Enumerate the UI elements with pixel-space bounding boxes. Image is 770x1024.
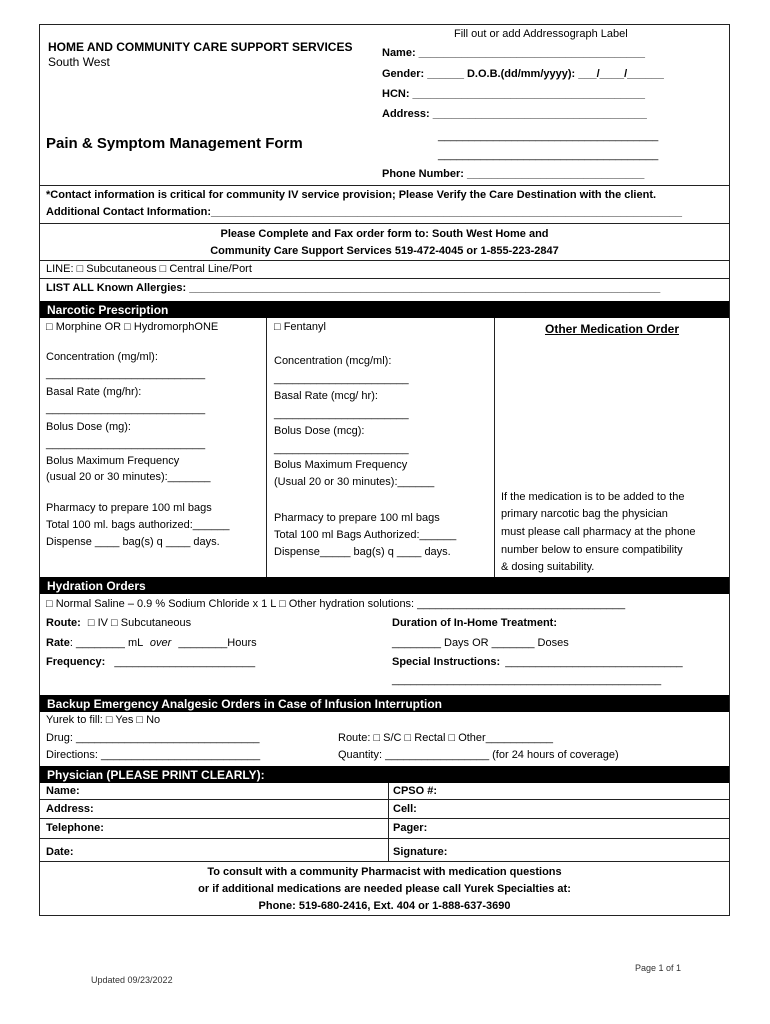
consult-line-2: or if additional medications are needed please call Yurek Specialties at:	[198, 883, 571, 895]
morphine-pharmacy-note: Pharmacy to prepare 100 ml bags	[46, 502, 212, 514]
backup-section-header: Backup Emergency Analgesic Orders in Case of Infusion Interruption	[40, 695, 729, 712]
divider	[40, 838, 729, 839]
other-medication-note-5: & dosing suitability.	[501, 561, 595, 573]
morphine-bolus-input[interactable]: __________________________	[46, 438, 206, 450]
column-divider	[388, 783, 389, 861]
rate-label: Rate	[46, 637, 70, 649]
rate-input[interactable]: : ________ mL	[69, 637, 143, 649]
morphine-concentration-label: Concentration (mg/ml):	[46, 351, 158, 363]
route-options[interactable]: □ IV □ Subcutaneous	[87, 617, 192, 629]
patient-name-field[interactable]: Name: _____________________________________	[382, 47, 646, 59]
updated-date: Updated 09/23/2022	[91, 975, 173, 985]
allergies-field[interactable]: LIST ALL Known Allergies: _____________________________________________________________________________	[46, 282, 661, 294]
route-label: Route:	[46, 617, 81, 629]
hydration-solution-options[interactable]: □ Normal Saline – 0.9 % Sodium Chloride x 1 L □ Other hydration solutions: __________________________________	[46, 598, 626, 610]
fentanyl-bolus-frequency-label: Bolus Maximum Frequency	[274, 459, 408, 471]
morphine-concentration-input[interactable]: __________________________	[46, 368, 206, 380]
backup-drug-input[interactable]: Drug: ______________________________	[46, 732, 260, 744]
patient-hcn-field[interactable]: HCN: ______________________________________	[382, 88, 646, 100]
fentanyl-checkbox[interactable]: □ Fentanyl	[274, 321, 326, 333]
yurek-fill-options[interactable]: Yurek to fill: □ Yes □ No	[46, 714, 161, 726]
narcotic-section-header: Narcotic Prescription	[40, 301, 729, 318]
page-number: Page 1 of 1	[635, 963, 682, 973]
column-divider	[494, 318, 495, 577]
special-instructions-label: Special Instructions:	[392, 656, 501, 668]
fentanyl-basal-label: Basal Rate (mcg/ hr):	[274, 390, 378, 402]
patient-address-field[interactable]: Address: ___________________________________	[382, 108, 647, 120]
backup-route-options[interactable]: Route: □ S/C □ Rectal □ Other___________	[338, 732, 553, 744]
other-medication-note-1: If the medication is to be added to the	[501, 491, 685, 503]
morphine-dispense-input[interactable]: Dispense ____ bag(s) q ____ days.	[46, 536, 220, 548]
physician-section-header: Physician (PLEASE PRINT CLEARLY):	[40, 766, 729, 783]
divider	[40, 260, 729, 261]
other-medication-note-2: primary narcotic bag the physician	[501, 508, 668, 520]
morphine-hydromorphone-checkbox[interactable]: □ Morphine OR □ HydromorphONE	[46, 321, 219, 333]
patient-address-line-3[interactable]: ____________________________________	[438, 149, 659, 161]
physician-telephone-field[interactable]: Telephone:	[46, 822, 104, 834]
line-type-row[interactable]: LINE: □ Subcutaneous □ Central Line/Port	[46, 263, 252, 275]
fentanyl-bolus-input[interactable]: ______________________	[274, 443, 409, 455]
special-instructions-input-2[interactable]: ____________________________________________	[392, 674, 662, 686]
morphine-bags-authorized-input[interactable]: Total 100 ml. bags authorized:______	[46, 519, 230, 531]
physician-address-field[interactable]: Address:	[46, 803, 94, 815]
rate-over: over	[149, 637, 172, 649]
divider	[40, 799, 729, 800]
divider	[40, 185, 729, 186]
consult-phone: Phone: 519-680-2416, Ext. 404 or 1-888-637-3690	[258, 900, 511, 912]
backup-quantity-input[interactable]: Quantity: _________________ (for 24 hours of coverage)	[338, 749, 619, 761]
addressograph-note: Fill out or add Addressograph Label	[454, 28, 628, 40]
form-title: Pain & Symptom Management Form	[46, 135, 303, 152]
frequency-label: Frequency:	[46, 656, 106, 668]
fentanyl-dispense-input[interactable]: Dispense_____ bag(s) q ____ days.	[274, 546, 451, 558]
physician-name-field[interactable]: Name:	[46, 785, 80, 797]
divider	[40, 818, 729, 819]
physician-pager-field[interactable]: Pager:	[393, 822, 428, 834]
physician-cell-field[interactable]: Cell:	[393, 803, 417, 815]
column-divider	[266, 318, 267, 577]
org-region: South West	[48, 55, 110, 69]
morphine-bolus-frequency-input[interactable]: (usual 20 or 30 minutes):_______	[46, 471, 211, 483]
duration-label: Duration of In-Home Treatment:	[392, 617, 558, 629]
pain-symptom-form	[39, 24, 730, 916]
morphine-bolus-label: Bolus Dose (mg):	[46, 421, 131, 433]
fax-instructions-line2: Community Care Support Services 519-472-4045 or 1-855-223-2847	[210, 245, 559, 257]
fentanyl-bolus-label: Bolus Dose (mcg):	[274, 425, 365, 437]
fentanyl-concentration-label: Concentration (mcg/ml):	[274, 355, 392, 367]
additional-contact-field[interactable]: Additional Contact Information:_____________________________________________________________________________	[46, 206, 683, 218]
morphine-basal-input[interactable]: __________________________	[46, 403, 206, 415]
physician-date-field[interactable]: Date:	[46, 846, 74, 858]
other-medication-heading: Other Medication Order	[544, 322, 680, 336]
fentanyl-bags-authorized-input[interactable]: Total 100 ml Bags Authorized:______	[274, 529, 457, 541]
patient-address-line-2[interactable]: ____________________________________	[438, 130, 659, 142]
divider	[40, 278, 729, 279]
patient-gender-dob-field[interactable]: Gender: ______ D.O.B.(dd/mm/yyyy): ___/____/______	[382, 68, 664, 80]
fax-instructions-line1: Please Complete and Fax order form to: South West Home and	[220, 228, 549, 240]
morphine-bolus-frequency-label: Bolus Maximum Frequency	[46, 455, 180, 467]
physician-signature-field[interactable]: Signature:	[393, 846, 448, 858]
fentanyl-concentration-input[interactable]: ______________________	[274, 373, 409, 385]
org-name: HOME AND COMMUNITY CARE SUPPORT SERVICES	[48, 40, 353, 54]
consult-line-1: To consult with a community Pharmacist with medication questions	[207, 866, 562, 878]
divider	[40, 223, 729, 224]
fentanyl-pharmacy-note: Pharmacy to prepare 100 ml bags	[274, 512, 440, 524]
morphine-basal-label: Basal Rate (mg/hr):	[46, 386, 142, 398]
fentanyl-bolus-frequency-input[interactable]: (Usual 20 or 30 minutes):______	[274, 476, 435, 488]
divider	[40, 861, 729, 862]
duration-input[interactable]: ________ Days OR _______ Doses	[392, 637, 569, 649]
other-medication-note-3: must please call pharmacy at the phone	[501, 526, 696, 538]
rate-hours-input[interactable]: ________Hours	[178, 637, 257, 649]
other-medication-note-4: number below to ensure compatibility	[501, 544, 683, 556]
contact-notice: *Contact information is critical for community IV service provision; Please Verify the Care Destination with the client.	[46, 189, 657, 201]
fentanyl-basal-input[interactable]: ______________________	[274, 408, 409, 420]
physician-cpso-field[interactable]: CPSO #:	[393, 785, 438, 797]
backup-directions-input[interactable]: Directions: __________________________	[46, 749, 261, 761]
special-instructions-input[interactable]: _____________________________	[505, 656, 683, 668]
frequency-input[interactable]: _______________________	[114, 656, 256, 668]
hydration-section-header: Hydration Orders	[40, 577, 729, 594]
patient-phone-field[interactable]: Phone Number: _____________________________	[382, 168, 645, 180]
